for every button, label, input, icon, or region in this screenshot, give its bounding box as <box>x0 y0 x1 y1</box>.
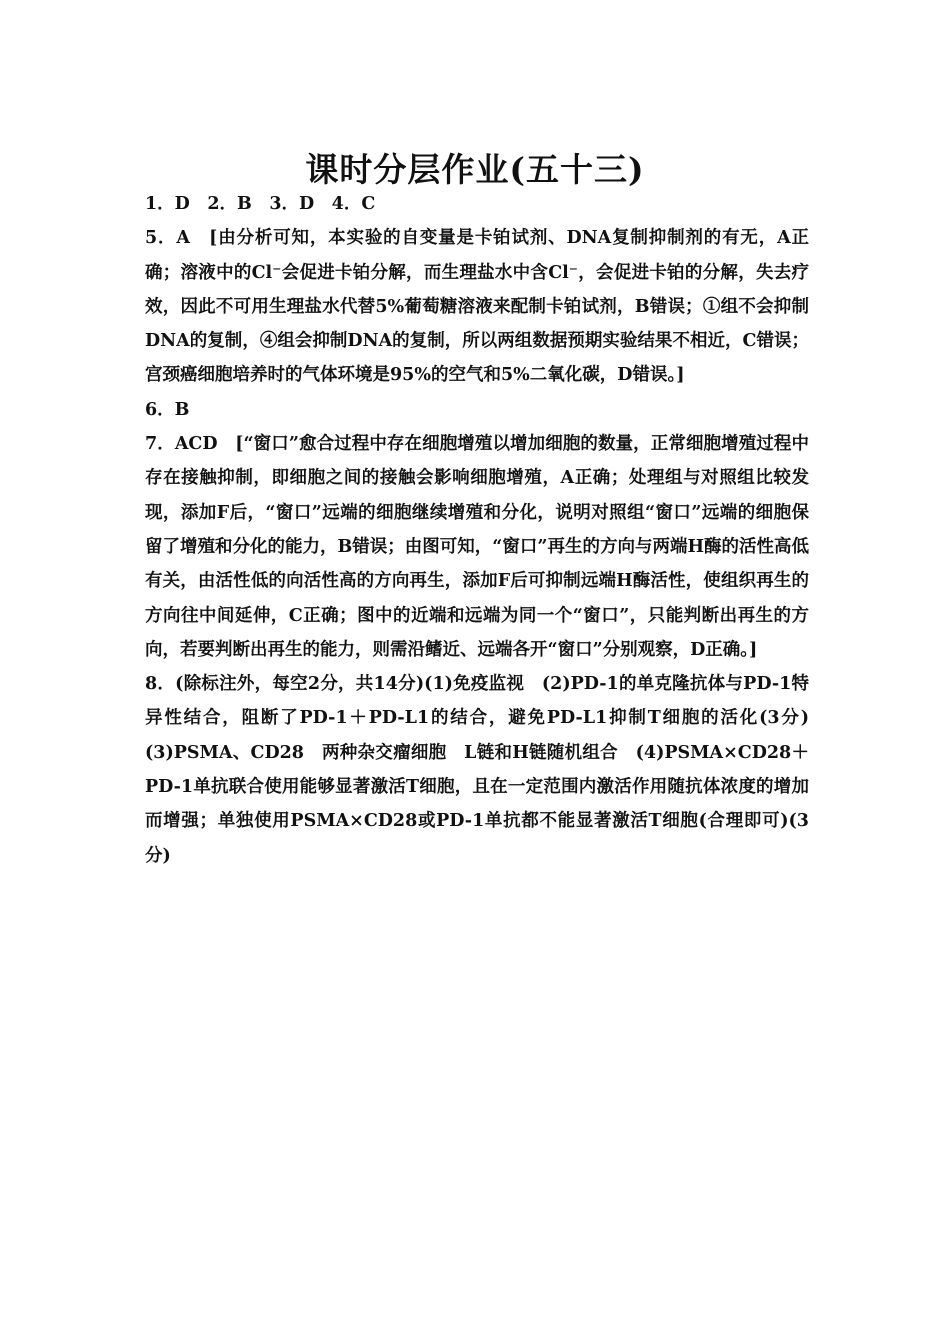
answer-item-8: 8．(除标注外，每空2分，共14分)(1)免疫监视 (2)PD-1的单克隆抗体与PD-1特异性结合，阻断了PD-1＋PD-L1的结合，避免PD-L1抑制T细胞的活化(3分) (3)PSMA、CD28 两种杂交瘤细胞 L链和H链随机组合 (4)PSMA×CD28＋PD-1单抗联合使用能够显著激活T细胞，且在一定范围内激活作用随抗体浓度的增加而增强；单独使用PSMA×CD28或PD-1单抗都不能显著激活T细胞(合理即可)(3分) <box>145 674 827 866</box>
answer-item-7: 7．ACD [“窗口”愈合过程中存在细胞增殖以增加细胞的数量，正常细胞增殖过程中存在接触抑制，即细胞之间的接触会影响细胞增殖，A正确；处理组与对照组比较发现，添加F后，“窗口”远端的细胞继续增殖和分化，说明对照组“窗口”远端的细胞保留了增殖和分化的能力，B错误；由图可知，“窗口”再生的方向与两端H酶的活性高低有关，由活性低的向活性高的方向再生，添加F后可抑制远端H酶活性，使组织再生的方向往中间延伸，C正确；图中的近端和远端为同一个“窗口”，只能判断出再生的方向，若要判断出再生的能力，则需沿鳍近、远端各开“窗口”分别观察，D正确。] <box>145 434 809 660</box>
page-title: 课时分层作业(五十三) <box>305 150 645 190</box>
answer-item-6: 6．B <box>145 399 190 420</box>
answer-item-1-4: 1．D 2．B 3．D 4．C <box>145 194 376 214</box>
answer-list <box>145 187 827 873</box>
answer-item-5: 5．A [由分析可知，本实验的自变量是卡铂试剂、DNA复制抑制剂的有无，A正确；溶液中的Cl⁻会促进卡铂分解，而生理盐水中含Cl⁻，会促进卡铂的分解，失去疗效，因此不可用生理盐水代替5%葡萄糖溶液来配制卡铂试剂，B错误；①组不会抑制DNA的复制，④组会抑制DNA的复制，所以两组数据预期实验结果不相近，C错误；宫颈癌细胞培养时的气体环境是95%的空气和5%二氧化碳，D错误。] <box>145 228 809 386</box>
